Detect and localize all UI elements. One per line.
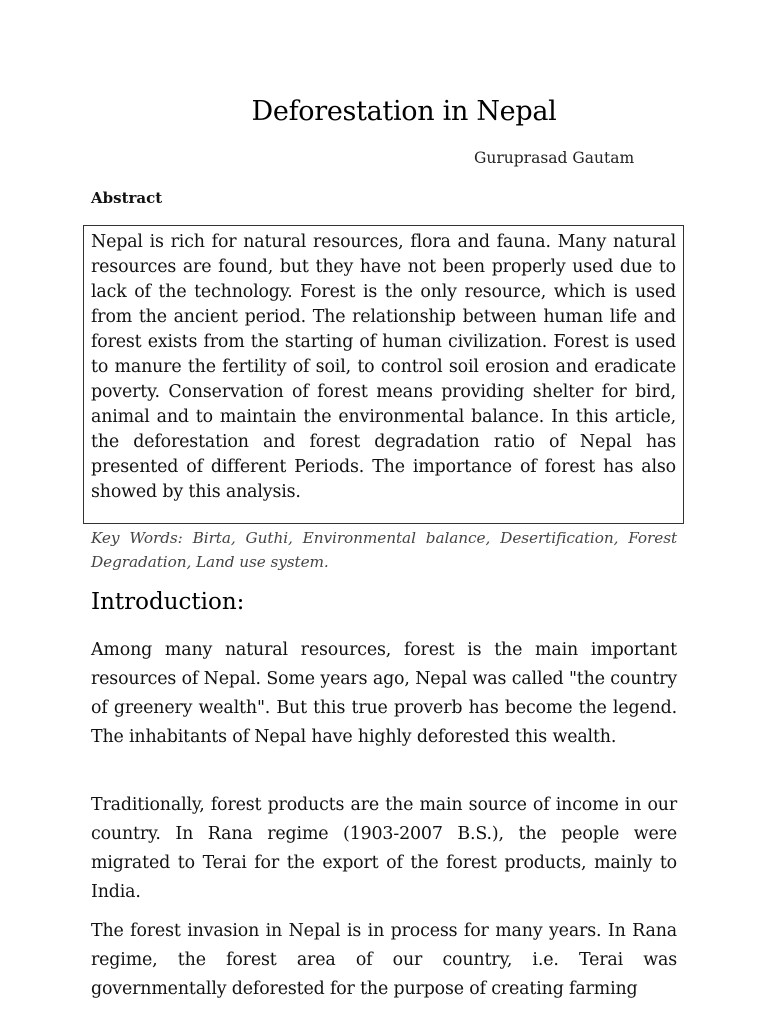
section-heading-introduction: Introduction: [91,589,245,615]
abstract-box [83,225,684,524]
body-paragraph: Traditionally, forest products are the main source of income in our country. In Rana regime (1903-2007 B.S.), the people were migrated to Terai for the export of the forest products, mainly to India. [91,795,677,902]
body-paragraph: The forest invasion in Nepal is in process for many years. In Rana regime, the forest area of our country, i.e. Terai was governmentally deforested for the purpose of creating farming [91,921,677,999]
abstract-heading: Abstract [91,189,163,207]
document-title: Deforestation in Nepal [251,96,557,127]
body-paragraph: Among many natural resources, forest is the main important resources of Nepal. Some years ago, Nepal was called "the country of greenery wealth". But this true proverb has become the legend. The inhabitants of Nepal have highly deforested this wealth. [91,640,677,747]
author-name: Guruprasad Gautam [474,149,635,167]
keywords: Key Words: Birta, Guthi, Environmental balance, Desertification, Forest Degradation, Land use system. [91,529,677,571]
abstract-text: Nepal is rich for natural resources, flora and fauna. Many natural resources are found, but they have not been properly used due to lack of the technology. Forest is the only resource, which is used from the ancient period. The relationship between human life and forest exists from the starting of human civilization. Forest is used to manure the fertility of soil, to control soil erosion and eradicate poverty. Conservation of forest means providing shelter for bird, animal and to maintain the environmental balance. In this article, the deforestation and forest degradation ratio of Nepal has presented of different Periods. The importance of forest has also showed by this analysis. [91,232,676,502]
